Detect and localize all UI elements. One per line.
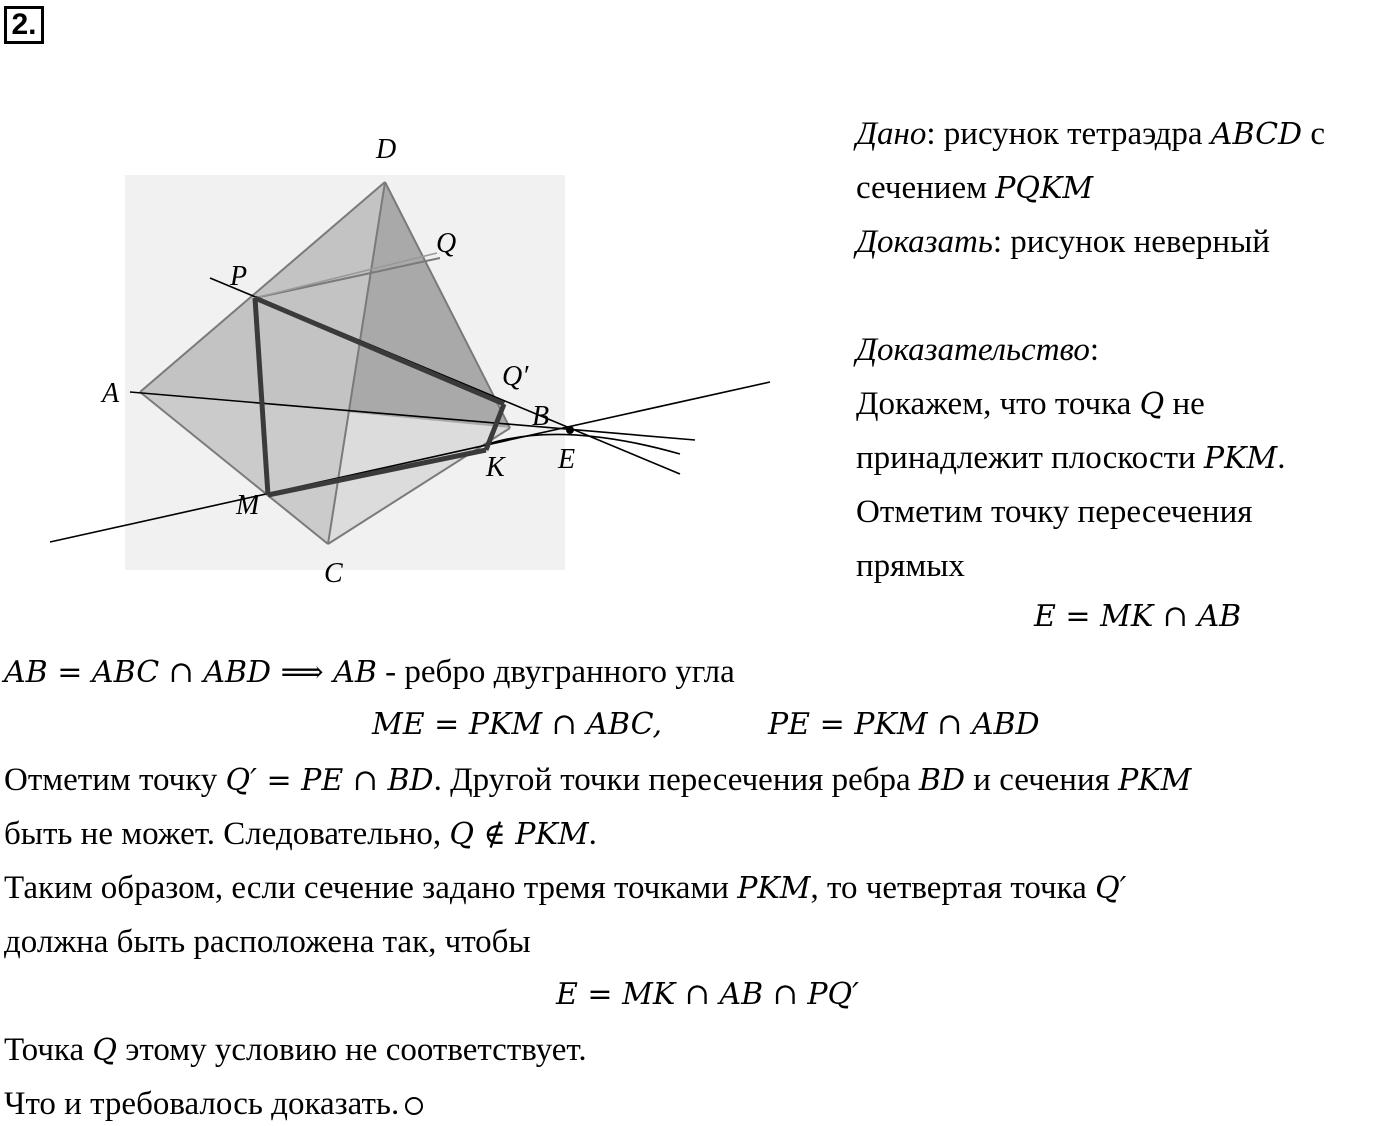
proof-label-line — [856, 334, 1099, 367]
p10-t1: Точка — [4, 1032, 93, 1068]
tetrahedron-diagram — [40, 120, 800, 600]
label-p: P — [230, 261, 248, 292]
p8-t2: , то четвертая точка — [810, 870, 1096, 906]
proof-line-10 — [4, 1034, 587, 1067]
proof-line-4: прямых — [856, 548, 965, 584]
p6-m1: Q′ = PE ∩ BD — [225, 763, 434, 798]
prove-line — [856, 226, 1270, 259]
label-e: E — [558, 444, 576, 475]
p1-math: Q — [1139, 387, 1165, 422]
p6-t1: Отметим точку — [4, 762, 226, 798]
given-label: Дано — [856, 116, 927, 152]
label-k: K — [486, 452, 505, 483]
given-text: : рисунок тетраэдра — [926, 116, 1211, 152]
p10-t2: этому условию не соответствует. — [116, 1032, 587, 1068]
p7-tail: . — [588, 816, 597, 852]
proof-line-1 — [856, 388, 1205, 421]
prove-text: : рисунок неверный — [992, 224, 1270, 260]
p1-tail: не — [1164, 386, 1205, 422]
p5-math: AB = ABC ∩ ABD ⟹ AB — [4, 655, 377, 690]
proof-line-7 — [4, 818, 597, 851]
given2-text: сечением — [856, 170, 996, 206]
point-e — [566, 426, 574, 434]
p6-t3: и сечения — [965, 762, 1119, 798]
p6-m2: BD — [918, 763, 966, 798]
equation-3: E = MK ∩ AB ∩ PQ′ — [556, 977, 859, 1012]
label-a: A — [102, 378, 120, 409]
tetrahedron-figure — [40, 120, 800, 605]
equation-1: E = MK ∩ AB — [1034, 599, 1242, 634]
p8-m2: Q′ — [1095, 871, 1127, 906]
given2-math: PQKM — [995, 171, 1094, 206]
p2-text: принадлежит плоскости — [856, 440, 1204, 476]
p8-t1: Таким образом, если сечение задано тремя точками — [4, 870, 738, 906]
p7-math: Q ∉ PKM — [449, 817, 589, 852]
equation-2b: PE = PKM ∩ ABD — [768, 707, 1040, 742]
label-d: D — [376, 134, 397, 165]
equation-2a: ME = PKM ∩ ABC, — [372, 707, 663, 742]
proof-line-8 — [4, 872, 1126, 905]
label-m: M — [236, 490, 260, 521]
given-tail: с — [1302, 116, 1325, 152]
prove-label: Доказать — [856, 224, 993, 260]
label-q-prime: Q′ — [502, 361, 529, 392]
proof-label: Доказательство — [856, 332, 1090, 368]
proof-line-2 — [856, 442, 1286, 475]
p6-m3: PKM — [1118, 763, 1192, 798]
p5-text: - ребро двугранного угла — [376, 654, 735, 690]
proof-line-5 — [4, 656, 735, 689]
proof-line-11 — [4, 1088, 423, 1121]
proof-line-6 — [4, 764, 1191, 797]
p8-m1: PKM — [737, 871, 811, 906]
p7-text: быть не может. Следовательно, — [4, 816, 450, 852]
p2-tail: . — [1277, 440, 1286, 476]
given-line — [856, 118, 1325, 151]
label-q: Q — [436, 228, 457, 259]
p2-math: PKM — [1203, 441, 1278, 476]
qed-text: Что и требовалось доказать. — [4, 1086, 400, 1122]
given-line-2 — [856, 172, 1093, 205]
p1-text: Докажем, что точка — [856, 386, 1140, 422]
proof-line-3: Отметим точку пересечения — [856, 494, 1253, 530]
label-b: B — [532, 401, 550, 432]
proof-line-9: должна быть расположена так, чтобы — [4, 924, 531, 960]
problem-number: 2. — [4, 6, 44, 44]
label-c: C — [324, 558, 343, 589]
qed-circle-icon — [405, 1097, 423, 1115]
p10-m1: Q — [92, 1033, 117, 1068]
p6-t2: . Другой точки пересечения ребра — [433, 762, 919, 798]
given-math: ABCD — [1210, 117, 1303, 152]
proof-label-tail: : — [1089, 332, 1100, 368]
